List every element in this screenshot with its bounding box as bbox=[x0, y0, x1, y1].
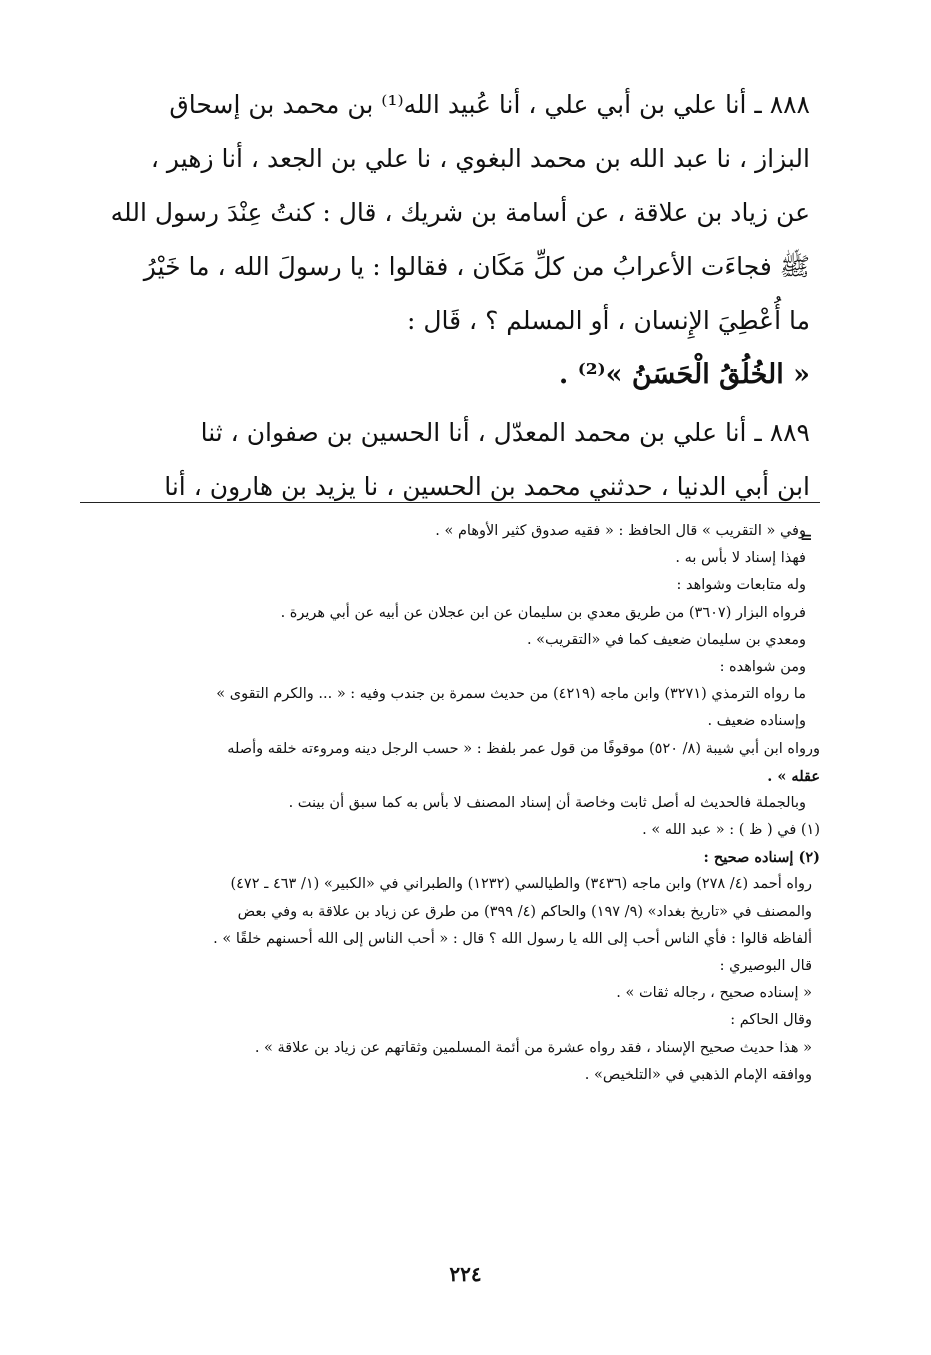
footnote-line: عقله » . bbox=[767, 767, 820, 785]
footnote-line: وإسناده ضعيف . bbox=[707, 713, 806, 730]
footnote-line: فهذا إسناد لا بأس به . bbox=[675, 550, 806, 567]
hadith-888-line-5: ما أُعْطِيَ الإِنسان ، أو المسلم ؟ ، قَال : bbox=[407, 306, 810, 335]
footnote-2-heading: (٢) إسناده صحيح : bbox=[703, 849, 820, 867]
footnote-line: « هذا حديث صحيح الإسناد ، فقد رواه عشرة من أئمة المسلمين وثقاتهم عن زياد بن علاقة » . bbox=[254, 1039, 812, 1056]
hadith-888-matn: « الخُلُقُ الْحَسَنُ »⁽²⁾ . bbox=[558, 359, 810, 390]
continuation-mark: = bbox=[800, 528, 813, 546]
footnote-line: وله متابعات وشواهد : bbox=[676, 577, 806, 594]
footnote-line: ورواه ابن أبي شيبة (٨/ ٥٢٠) موقوفًا من قول عمر بلفظ : « حسب الرجل دينه ومروءته خلقه وأصله bbox=[227, 740, 820, 757]
footnote-line: ومن شواهده : bbox=[719, 658, 806, 675]
footnote-line: فرواه البزار (٣٦٠٧) من طريق معدي بن سليمان عن ابن عجلان عن أبيه عن أبي هريرة . bbox=[280, 604, 806, 621]
hadith-889-line-1: ٨٨٩ ـ أنا علي بن محمد المعدّل ، أنا الحسين بن صفوان ، ثنا bbox=[200, 418, 810, 447]
footnote-1: (١) في ( ظ ) : « عبد الله » . bbox=[642, 822, 820, 839]
footnote-line: وقال الحاكم : bbox=[730, 1012, 812, 1029]
footnote-line: ما رواه الترمذي (٣٢٧١) وابن ماجه (٤٢١٩) من حديث سمرة بن جندب وفيه : « ... والكرم التقوى » bbox=[216, 686, 806, 703]
footnote-line: « إسناده صحيح ، رجاله ثقات » . bbox=[616, 985, 812, 1002]
footnote-line: ومعدي بن سليمان ضعيف كما في «التقريب» . bbox=[526, 631, 806, 648]
hadith-889-line-2: ابن أبي الدنيا ، حدثني محمد بن الحسين ، نا يزيد بن هارون ، أنا bbox=[164, 472, 810, 501]
footnote-line: وفي « التقريب » قال الحافظ : « فقيه صدوق كثير الأوهام » . bbox=[435, 523, 806, 539]
footnote-separator bbox=[80, 502, 820, 503]
footnote-line: ألفاظه قالوا : فأي الناس أحب إلى الله يا رسول الله ؟ قال : « أحب الناس إلى الله أحسنهم خلقًا » . bbox=[213, 930, 812, 947]
page-number: ٢٢٤ bbox=[449, 1262, 482, 1286]
hadith-888-line-1: ٨٨٨ ـ أنا علي بن أبي علي ، أنا عُبيد الله⁽¹⁾ بن محمد بن إسحاق bbox=[169, 90, 810, 119]
footnote-line: والمصنف في «تاريخ بغداد» (٩/ ١٩٧) والحاكم (٤/ ٣٩٩) من طرق عن زياد بن علاقة به وفي بعض bbox=[237, 903, 812, 920]
hadith-888-line-4: ﷺ فجاءَت الأعرابُ من كلِّ مَكَان ، فقالوا : يا رسولَ الله ، ما خَيْرُ bbox=[143, 252, 810, 281]
footnote-line: ووافقه الإمام الذهبي في «التلخيص» . bbox=[584, 1066, 812, 1083]
hadith-888-line-3: عن زياد بن علاقة ، عن أسامة بن شريك ، قال : كنتُ عِنْدَ رسول الله bbox=[110, 198, 810, 227]
footnote-line: قال البوصيري : bbox=[719, 958, 812, 974]
footnotes bbox=[80, 518, 820, 1089]
hadith-888-line-2: البزاز ، نا عبد الله بن محمد البغوي ، نا علي بن الجعد ، أنا زهير ، bbox=[150, 144, 810, 173]
footnote-line: وبالجملة فالحديث له أصل ثابت وخاصة أن إسناد المصنف لا بأس به كما سبق أن بينت . bbox=[288, 794, 806, 811]
footnote-line: رواه أحمد (٤/ ٢٧٨) وابن ماجه (٣٤٣٦) والطيالسي (١٢٣٢) والطبراني في «الكبير» (١/ ٤٦٣ ـ ٤٧٢) bbox=[230, 876, 812, 893]
main-text bbox=[70, 78, 810, 514]
